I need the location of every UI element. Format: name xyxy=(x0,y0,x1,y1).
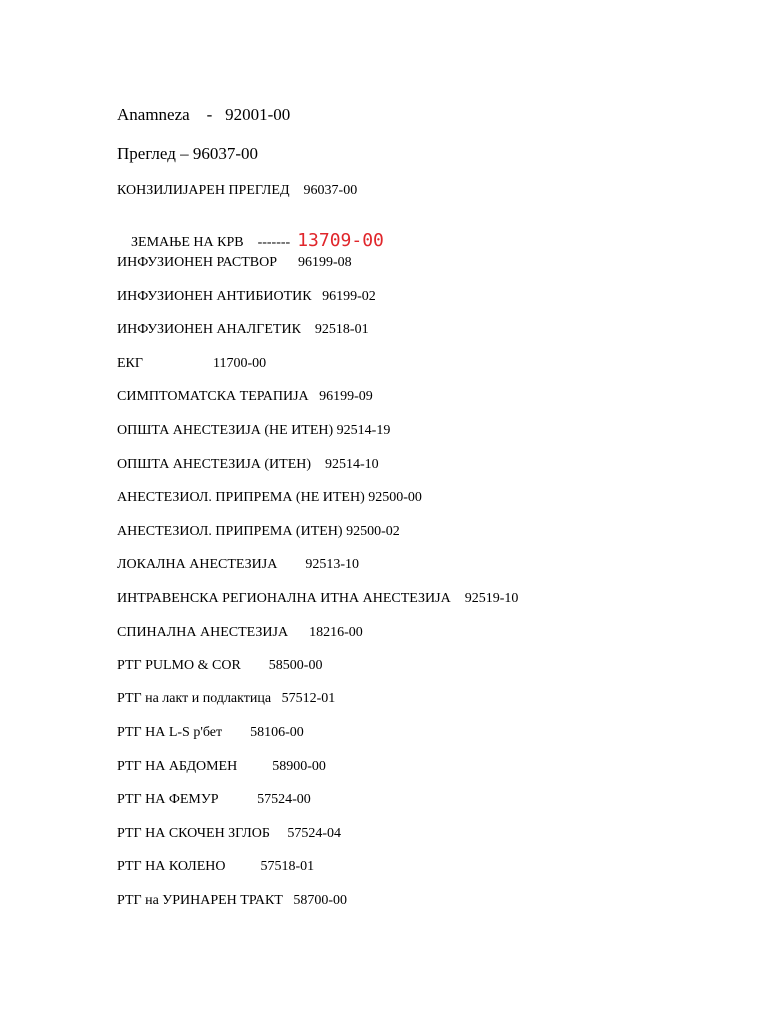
infusion-solution-line: ИНФУЗИОНЕН РАСТВОР 96199-08 xyxy=(117,255,352,270)
local-anesthesia-line: ЛОКАЛНА АНЕСТЕЗИЈА 92513-10 xyxy=(117,557,359,572)
xray-ls-spine-line: РТГ НА L-S р'бет 58106-00 xyxy=(117,725,304,740)
ecg-line: ЕКГ 11700-00 xyxy=(117,356,267,371)
general-anesthesia-non-urgent-line: ОПШТА АНЕСТЕЗИЈА (НЕ ИТЕН) 92514-19 xyxy=(117,423,391,438)
general-anesthesia-urgent-line: ОПШТА АНЕСТЕЗИЈА (ИТЕН) 92514-10 xyxy=(117,457,379,472)
xray-abdomen-line: РТГ НА АБДОМЕН 58900-00 xyxy=(117,759,326,774)
blood-draw-label: ЗЕМАЊЕ НА КРВ ------- xyxy=(131,235,298,250)
blood-draw-code: 13709-00 xyxy=(297,230,384,251)
xray-elbow-forearm-line: РТГ на лакт и подлактица 57512-01 xyxy=(117,691,336,706)
consultation-line: КОНЗИЛИЈАРЕН ПРЕГЛЕД 96037-00 xyxy=(117,183,358,198)
xray-ankle-line: РТГ НА СКОЧЕН ЗГЛОБ 57524-04 xyxy=(117,826,342,841)
xray-knee-line: РТГ НА КОЛЕНО 57518-01 xyxy=(117,859,315,874)
examination-line: Преглед – 96037-00 xyxy=(117,144,259,163)
infusion-analgesic-line: ИНФУЗИОНЕН АНАЛГЕТИК 92518-01 xyxy=(117,322,369,337)
infusion-antibiotic-line: ИНФУЗИОНЕН АНТИБИОТИК 96199-02 xyxy=(117,289,376,304)
spinal-anesthesia-line: СПИНАЛНА АНЕСТЕЗИЈА 18216-00 xyxy=(117,625,363,640)
xray-pulmo-cor-line: РТГ PULMO & COR 58500-00 xyxy=(117,658,323,673)
symptomatic-therapy-line: СИМПТОМАТСКА ТЕРАПИЈА 96199-09 xyxy=(117,389,373,404)
anesthesia-prep-non-urgent-line: АНЕСТЕЗИОЛ. ПРИПРЕМА (НЕ ИТЕН) 92500-00 xyxy=(117,490,422,505)
xray-urinary-tract-line: РТГ на УРИНАРЕН ТРАКТ 58700-00 xyxy=(117,893,347,908)
xray-femur-line: РТГ НА ФЕМУР 57524-00 xyxy=(117,792,311,807)
anesthesia-prep-urgent-line: АНЕСТЕЗИОЛ. ПРИПРЕМА (ИТЕН) 92500-02 xyxy=(117,524,400,539)
iv-regional-anesthesia-line: ИНТРАВЕНСКА РЕГИОНАЛНА ИТНА АНЕСТЕЗИЈА 92519-10 xyxy=(117,591,519,606)
anamnesis-line: Anamneza - 92001-00 xyxy=(117,105,291,124)
